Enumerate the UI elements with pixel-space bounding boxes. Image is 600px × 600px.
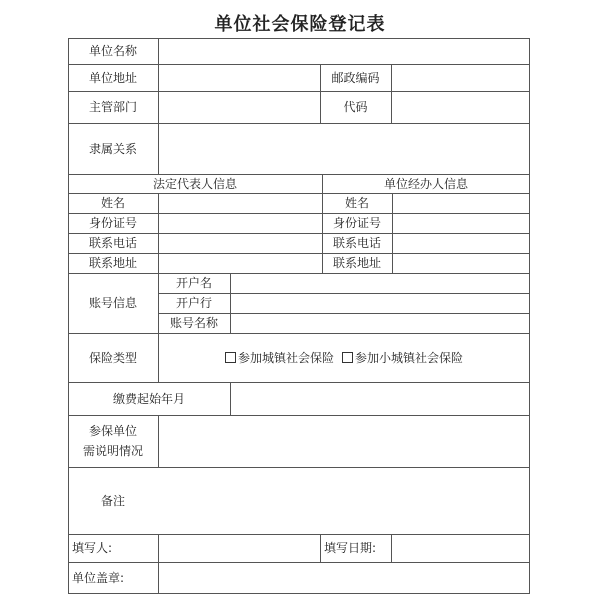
handler-id-field[interactable] xyxy=(392,213,530,233)
filled-by-label: 填写人: xyxy=(72,541,113,555)
remarks-label: 备注 xyxy=(100,493,125,508)
legal-rep-phone-label: 联系电话 xyxy=(88,236,137,250)
bank-label: 开户行 xyxy=(175,296,212,310)
unit-name-field[interactable] xyxy=(158,38,530,64)
code-label: 代码 xyxy=(343,100,368,114)
insured-unit-notes-line1: 参保单位 xyxy=(88,424,137,438)
handler-phone-label: 联系电话 xyxy=(332,236,381,250)
legal-rep-id-label: 身份证号 xyxy=(88,216,137,230)
handler-name-field[interactable] xyxy=(392,193,530,213)
handler-address-label: 联系地址 xyxy=(332,256,381,270)
small-town-insurance-option[interactable] xyxy=(342,348,463,368)
small-town-insurance-label: 参加小城镇社会保险 xyxy=(355,350,464,365)
legal-rep-address-field[interactable] xyxy=(158,253,322,273)
account-holder-field[interactable] xyxy=(230,273,530,293)
unit-address-field[interactable] xyxy=(158,64,320,91)
remarks-field[interactable] xyxy=(158,467,530,534)
code-field[interactable] xyxy=(391,91,530,123)
unit-address-label: 单位地址 xyxy=(88,70,137,85)
unit-name-label: 单位名称 xyxy=(88,44,137,58)
legal-rep-header: 法定代表人信息 xyxy=(152,176,237,191)
unit-seal-field[interactable] xyxy=(158,562,530,594)
filled-by-field[interactable] xyxy=(158,534,320,562)
fill-date-field[interactable] xyxy=(391,534,530,562)
fill-date-label: 填写日期: xyxy=(324,541,377,555)
checkbox-icon[interactable] xyxy=(342,352,353,363)
account-holder-label: 开户名 xyxy=(175,276,212,290)
affiliation-label: 隶属关系 xyxy=(88,141,137,156)
legal-rep-address-label: 联系地址 xyxy=(88,256,137,270)
checkbox-icon[interactable] xyxy=(225,352,236,363)
unit-seal-label: 单位盖章: xyxy=(72,571,125,585)
bank-field[interactable] xyxy=(230,293,530,313)
affiliation-field[interactable] xyxy=(158,123,530,174)
urban-insurance-label: 参加城镇社会保险 xyxy=(237,350,334,365)
legal-rep-id-field[interactable] xyxy=(158,213,322,233)
account-info-label: 账号信息 xyxy=(88,296,137,310)
handler-name-label: 姓名 xyxy=(344,196,369,210)
supervisor-field[interactable] xyxy=(158,91,320,123)
payment-start-label: 缴费起始年月 xyxy=(112,391,185,406)
postal-code-field[interactable] xyxy=(391,64,530,91)
legal-rep-name-label: 姓名 xyxy=(100,196,125,210)
insured-unit-notes-label xyxy=(68,415,158,467)
insured-unit-notes-field[interactable] xyxy=(158,415,530,467)
handler-address-field[interactable] xyxy=(392,253,530,273)
legal-rep-name-field[interactable] xyxy=(158,193,322,213)
handler-id-label: 身份证号 xyxy=(332,216,381,230)
payment-start-field[interactable] xyxy=(230,382,530,415)
form-title: 单位社会保险登记表 xyxy=(214,14,386,35)
urban-insurance-option[interactable] xyxy=(225,348,334,368)
postal-code-label: 邮政编码 xyxy=(331,70,380,85)
supervisor-label: 主管部门 xyxy=(88,100,137,114)
handler-header: 单位经办人信息 xyxy=(383,176,468,191)
insurance-type-options xyxy=(158,333,530,382)
insurance-type-label: 保险类型 xyxy=(88,350,137,365)
account-name-label: 账号名称 xyxy=(169,316,218,330)
account-name-field[interactable] xyxy=(230,313,530,333)
handler-phone-field[interactable] xyxy=(392,233,530,253)
legal-rep-phone-field[interactable] xyxy=(158,233,322,253)
insured-unit-notes-line2: 需说明情况 xyxy=(82,444,143,458)
